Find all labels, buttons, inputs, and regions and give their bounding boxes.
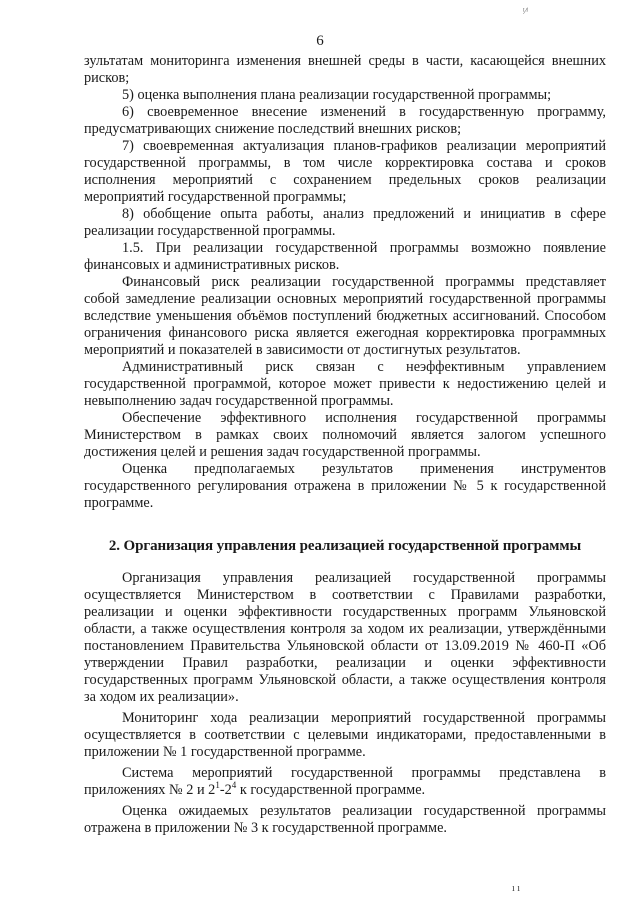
paragraph: Мониторинг хода реализации мероприятий государственной программы осуществляется в соответствии с целевыми индикаторами, предоставленными в приложении № 1 государственной программе. bbox=[84, 710, 606, 760]
paragraph: Обеспечение эффективного исполнения государственной программы Министерством в рамках своих полномочий является залогом успешного достижения целей и решения задач государственной программы. bbox=[84, 410, 606, 460]
paragraph: Финансовый риск реализации государственной программы представляет собой замедление реализации основных мероприятий государственной программы вследствие уменьшения объёмов поступлений бюджетных ассигнований. Способом ограничения финансового риска является ежегодная корректировка программных мероприятий и показателей в зависимости от достигнутых результатов. bbox=[84, 274, 606, 358]
corner-mark-top: ᴵ⁄ᴵ bbox=[522, 6, 528, 16]
paragraph: 7) своевременная актуализация планов-графиков реализации мероприятий государственной программы, в том числе корректировка состава и сроков исполнения мероприятий с сохранением предельных сроков реализации мероприятий государственной программы; bbox=[84, 138, 606, 205]
paragraph: Оценка предполагаемых результатов применения инструментов государственного регулирования отражена в приложении № 5 к государственной программе. bbox=[84, 461, 606, 511]
paragraph: Административный риск связан с неэффективным управлением государственной программой, которое может привести к недостижению целей и невыполнению задач государственной программы. bbox=[84, 359, 606, 409]
paragraph: Оценка ожидаемых результатов реализации государственной программы отражена в приложении № 3 к государственной программе. bbox=[84, 803, 606, 836]
page-number: 6 bbox=[316, 33, 324, 49]
paragraph: 6) своевременное внесение изменений в государственную программу, предусматривающих снижение последствий внешних рисков; bbox=[84, 104, 606, 137]
paragraph: 5) оценка выполнения плана реализации государственной программы; bbox=[122, 87, 552, 103]
system-paragraph bbox=[84, 765, 606, 799]
paragraph: Организация управления реализацией государственной программы осуществляется Министерством в соответствии с Правилами разработки, реализации и оценки эффективности государственных программ Ульяновской области, а также осуществления контроля за ходом их реализации, утверждёнными постановлением Правительства Ульяновской области от 13.09.2019 № 460-П «Об утверждении Правил разработки, реализации и оценки эффективности государственных программ Ульяновской области, а также осуществления контроля за ходом их реализации». bbox=[84, 570, 606, 705]
paragraph: 1.5. При реализации государственной программы возможно появление финансовых и административных рисков. bbox=[84, 240, 606, 273]
system-text-before: Система мероприятий государственной программы представлена в приложениях № 2 и 2 bbox=[84, 765, 606, 798]
section-heading: 2. Организация управления реализацией государственной программы bbox=[108, 538, 582, 554]
paragraph: 8) обобщение опыта работы, анализ предложений и инициатив в сфере реализации государственной программы. bbox=[84, 206, 606, 239]
corner-mark-bottom: ı ı bbox=[512, 883, 521, 894]
paragraph: зультатам мониторинга изменения внешней среды в части, касающейся внешних рисков; bbox=[84, 53, 606, 86]
system-text-middle: -2 bbox=[219, 782, 232, 798]
body-text bbox=[84, 53, 606, 837]
system-text-after: к государственной программе. bbox=[236, 782, 426, 798]
superscript-1: 1 bbox=[215, 780, 220, 791]
superscript-4: 4 bbox=[231, 780, 237, 791]
